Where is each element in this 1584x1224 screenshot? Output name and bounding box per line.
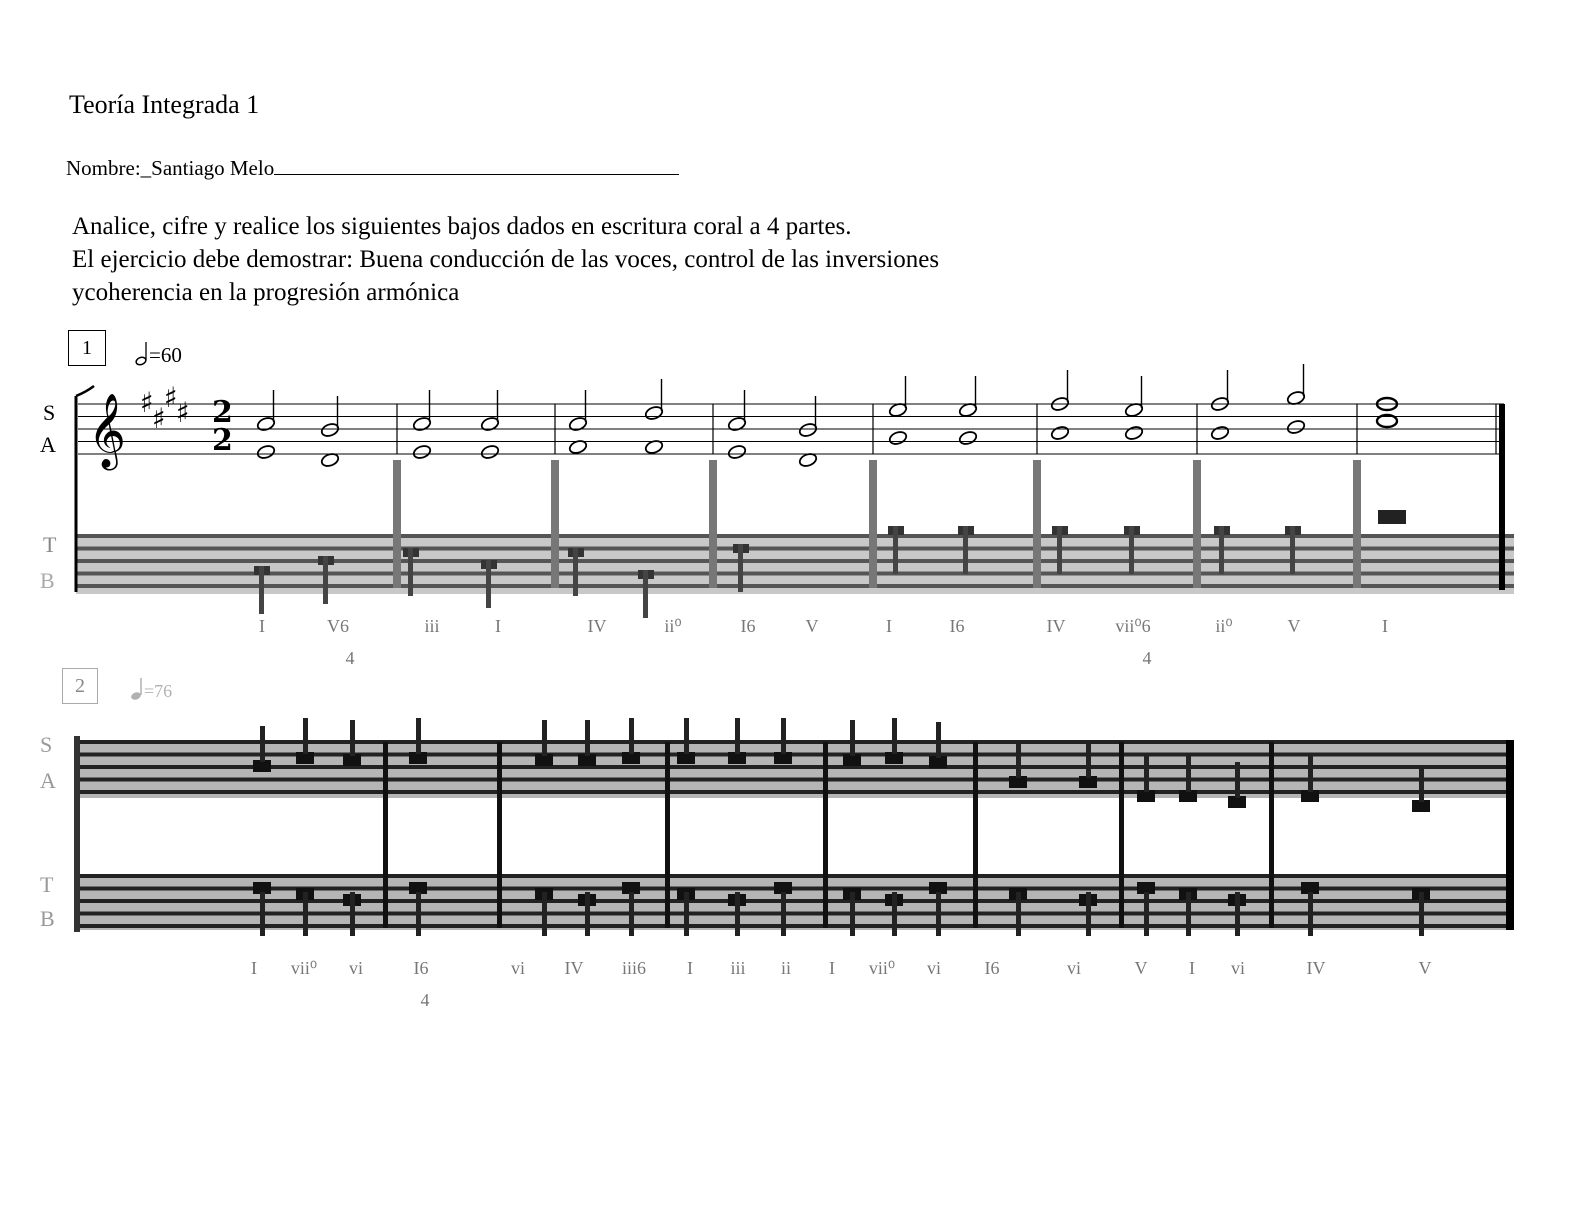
- roman-numeral: iii: [424, 616, 440, 636]
- bass-stem-blurred: [963, 526, 968, 574]
- ex2-lower-stem-blurred: [416, 892, 421, 936]
- ex2-lower-stem-blurred: [1016, 892, 1021, 936]
- exercise-1-system: [76, 364, 1514, 618]
- ex2-upper-stem-blurred: [1016, 742, 1021, 778]
- roman-numeral: vii⁰6: [1115, 616, 1151, 636]
- instruction-line-3: ycoherencia en la progresión armónica: [72, 279, 460, 306]
- sharp-icon: ♯: [164, 381, 178, 414]
- barline-blurred: [1033, 460, 1041, 588]
- instruction-line-2: El ejercicio debe demostrar: Buena conducción de las voces, control de las inversiones: [72, 246, 940, 273]
- tempo-1-text: =60: [149, 343, 182, 367]
- barline-blurred: [551, 460, 559, 588]
- roman-numeral: I: [259, 616, 265, 636]
- ex2-lower-stem-blurred: [542, 892, 547, 936]
- label-soprano-2: S: [40, 732, 53, 757]
- ex2-bracket: [74, 736, 80, 932]
- roman-numeral: vi: [510, 958, 526, 978]
- alto-note: [1124, 425, 1144, 441]
- barline-blurred: [1269, 742, 1274, 928]
- exercise-2-number: 2: [62, 668, 98, 704]
- barline-blurred: [393, 460, 401, 588]
- final-barline-thick: [1499, 404, 1505, 590]
- bass-stem-blurred: [893, 526, 898, 574]
- time-sig-top: 2: [212, 395, 233, 430]
- bass-stem-blurred: [323, 556, 328, 604]
- alto-note: [1286, 419, 1306, 435]
- roman-numeral: ii⁰: [664, 616, 682, 636]
- ex2-lower-stem-blurred: [1419, 892, 1424, 936]
- roman-numeral: IV: [587, 616, 607, 636]
- ex2-upper-stem-blurred: [1144, 756, 1149, 792]
- exercise-1-tempo: [135, 342, 182, 367]
- exercise-1-voice-labels: [40, 400, 57, 593]
- ex2-lower-stem-blurred: [936, 892, 941, 936]
- ex2-lower-stem-blurred: [735, 892, 740, 936]
- ex2-lower-stem-blurred: [1086, 892, 1091, 936]
- ex2-lower-stem-blurred: [1308, 892, 1313, 936]
- ex2-lower-stem-blurred: [850, 892, 855, 936]
- exercise-2-system: [74, 718, 1514, 936]
- barline-blurred: [709, 460, 717, 588]
- ex2-lower-stem-blurred: [629, 892, 634, 936]
- bass-stem-blurred: [408, 548, 413, 596]
- roman-numeral: vi: [1066, 958, 1082, 978]
- roman-numeral: I6: [740, 616, 756, 636]
- ex2-upper-stem-blurred: [850, 720, 855, 756]
- sharp-icon: ♯: [152, 402, 166, 435]
- roman-numeral: V: [1287, 616, 1301, 636]
- bass-stem-blurred: [643, 570, 648, 618]
- exercise-2-analysis: [251, 958, 1432, 1010]
- barline-blurred: [973, 742, 978, 928]
- alto-note: [412, 444, 432, 460]
- ex2-upper-stem-blurred: [735, 718, 740, 754]
- tempo-2-text: =76: [144, 681, 173, 701]
- treble-clef-icon: 𝄞: [88, 394, 126, 468]
- figured-bass: 4: [1142, 648, 1152, 668]
- alto-note: [958, 430, 978, 446]
- roman-numeral: IV: [564, 958, 584, 978]
- roman-numeral: vi: [926, 958, 942, 978]
- bass-stem-blurred: [1290, 526, 1295, 574]
- ex2-lower-stem-blurred: [684, 892, 689, 936]
- ex2-upper-stem-blurred: [542, 720, 547, 756]
- ex2-upper-stem-blurred: [892, 718, 897, 754]
- roman-numeral: V: [1134, 958, 1148, 978]
- figured-bass: 4: [345, 648, 355, 668]
- bass-stem-blurred: [1057, 526, 1062, 574]
- barline-blurred: [1353, 460, 1361, 588]
- bass-stem-blurred: [1129, 526, 1134, 574]
- ex2-lower-stem-blurred: [1186, 892, 1191, 936]
- label-alto: A: [40, 432, 56, 457]
- bass-stem-blurred: [573, 548, 578, 596]
- course-title: Teoría Integrada 1: [69, 90, 260, 119]
- label-tenor: T: [43, 532, 57, 557]
- alto-note: [480, 444, 500, 460]
- roman-numeral: I6: [413, 958, 429, 978]
- exercise-2-voice-labels: [40, 732, 56, 931]
- sharp-icon: ♯: [140, 386, 154, 419]
- roman-numeral: I: [1189, 958, 1195, 978]
- ex2-upper-stem-blurred: [684, 718, 689, 754]
- roman-numeral: I6: [984, 958, 1000, 978]
- bass-stem-blurred: [259, 566, 264, 614]
- ex2-upper-stem-blurred: [1419, 766, 1424, 802]
- roman-numeral: V: [805, 616, 819, 636]
- label-tenor-2: T: [40, 872, 54, 897]
- barline-blurred: [1193, 460, 1201, 588]
- ex2-upper-stem-blurred: [781, 718, 786, 754]
- ex2-upper-stem-blurred: [1086, 742, 1091, 778]
- label-bass: B: [40, 568, 55, 593]
- roman-numeral: I6: [949, 616, 965, 636]
- barline-blurred: [383, 742, 388, 928]
- roman-numeral: iii6: [621, 958, 647, 978]
- exercise-1-analysis: [259, 616, 1388, 668]
- ex2-lower-stem-blurred: [1235, 892, 1240, 936]
- ex2-lower-stem-blurred: [1144, 892, 1149, 936]
- alto-note: [1210, 425, 1230, 441]
- roman-numeral: I: [495, 616, 501, 636]
- ex2-upper-stem-blurred: [260, 726, 265, 762]
- ex2-upper-stem-blurred: [416, 718, 421, 754]
- roman-numeral: ii: [780, 958, 792, 978]
- ex2-lower-stem-blurred: [585, 892, 590, 936]
- ex2-lower-stem-blurred: [260, 892, 265, 936]
- roman-numeral: IV: [1306, 958, 1326, 978]
- student-name-label: Nombre:_Santiago Melo: [66, 156, 275, 180]
- bass-stem-blurred: [1219, 526, 1224, 574]
- roman-numeral: iii: [730, 958, 746, 978]
- ex2-upper-stem-blurred: [1186, 756, 1191, 792]
- roman-numeral: ii⁰: [1215, 616, 1233, 636]
- ex2-lower-stem-blurred: [350, 892, 355, 936]
- sharp-icon: ♯: [176, 396, 190, 429]
- roman-numeral: I: [886, 616, 892, 636]
- ex2-upper-stem-blurred: [1235, 762, 1240, 798]
- time-sig-bottom: 2: [212, 423, 233, 458]
- barline-blurred: [869, 460, 877, 588]
- alto-note: [727, 444, 747, 460]
- ex2-lower-stem-blurred: [781, 892, 786, 936]
- ex2-upper-stem-blurred: [1308, 756, 1313, 792]
- exercise-1-number: 1: [68, 330, 106, 366]
- alto-note: [256, 444, 276, 460]
- roman-numeral: V6: [327, 616, 349, 636]
- bass-stem-blurred: [738, 544, 743, 592]
- roman-numeral: vii⁰: [868, 958, 896, 978]
- bass-stem-blurred: [486, 560, 491, 608]
- roman-numeral: vi: [348, 958, 364, 978]
- ex2-upper-stem-blurred: [585, 720, 590, 756]
- label-soprano: S: [43, 400, 56, 425]
- ex2-upper-stem-blurred: [629, 718, 634, 754]
- ex2-lower-stem-blurred: [892, 892, 897, 936]
- label-alto-2: A: [40, 768, 56, 793]
- ex2-upper-stem-blurred: [303, 718, 308, 754]
- alto-note: [888, 430, 908, 446]
- alto-note: [1050, 425, 1070, 441]
- barline-blurred: [1119, 742, 1124, 928]
- roman-numeral: vi: [1230, 958, 1246, 978]
- final-bass-note-blurred: [1378, 510, 1406, 524]
- barline-blurred: [497, 742, 502, 928]
- roman-numeral: I: [829, 958, 835, 978]
- roman-numeral: I: [251, 958, 257, 978]
- barline-blurred: [665, 742, 670, 928]
- ex2-final-barline: [1506, 740, 1514, 930]
- label-bass-2: B: [40, 906, 55, 931]
- figured-bass: 4: [420, 990, 430, 1010]
- roman-numeral: IV: [1046, 616, 1066, 636]
- roman-numeral: I: [687, 958, 693, 978]
- roman-numeral: vii⁰: [290, 958, 318, 978]
- exercise-2-tempo: [130, 678, 172, 701]
- ex2-lower-stem-blurred: [303, 892, 308, 936]
- roman-numeral: I: [1382, 616, 1388, 636]
- roman-numeral: V: [1418, 958, 1432, 978]
- ex2-upper-stem-blurred: [350, 720, 355, 756]
- instruction-line-1: Analice, cifre y realice los siguientes bajos dados en escritura coral a 4 partes.: [72, 213, 852, 240]
- ex2-upper-stem-blurred: [936, 722, 941, 758]
- barline-blurred: [823, 742, 828, 928]
